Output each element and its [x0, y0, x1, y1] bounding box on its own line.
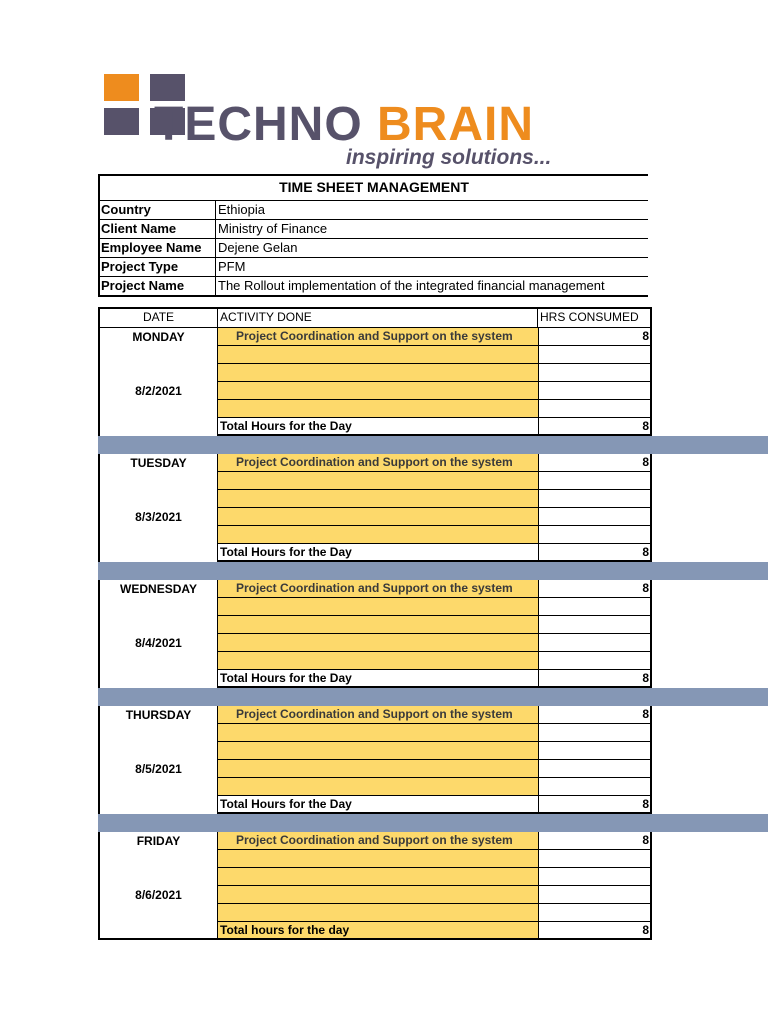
day-name: FRIDAY	[136, 834, 181, 848]
total-hours: 8	[538, 418, 650, 436]
hours-cell[interactable]	[538, 868, 650, 886]
entry-row	[218, 490, 650, 508]
hours-cell[interactable]	[538, 850, 650, 868]
day-block-wednesday	[98, 580, 652, 688]
hours-cell[interactable]: 8	[538, 832, 650, 850]
entry-row	[218, 904, 650, 922]
logo-tagline: inspiring solutions...	[346, 146, 552, 169]
activity-cell[interactable]	[218, 598, 538, 616]
logo-word-techno: TECHNO	[154, 98, 363, 151]
info-label: Country	[98, 201, 216, 219]
hours-cell[interactable]	[538, 364, 650, 382]
info-label: Project Name	[98, 277, 216, 295]
info-value: The Rollout implementation of the integrated financial management	[218, 278, 605, 293]
entry-row	[218, 382, 650, 400]
day-entries	[218, 832, 650, 940]
timesheet-table	[98, 307, 768, 940]
day-date: 8/5/2021	[135, 762, 182, 776]
hours-cell[interactable]	[538, 904, 650, 922]
timesheet-header-row	[98, 307, 652, 328]
activity-cell[interactable]: Project Coordination and Support on the system	[218, 832, 538, 850]
logo-word-brain: BRAIN	[377, 98, 535, 151]
hours-cell[interactable]: 8	[538, 706, 650, 724]
entry-row	[218, 832, 650, 850]
entry-row	[218, 652, 650, 670]
entry-row	[218, 778, 650, 796]
column-header-date: DATE	[100, 309, 218, 327]
total-row	[218, 922, 650, 940]
total-label: Total Hours for the Day	[218, 670, 538, 688]
entry-row	[218, 400, 650, 418]
hours-cell[interactable]	[538, 526, 650, 544]
activity-cell[interactable]	[218, 508, 538, 526]
day-separator	[98, 562, 768, 580]
entry-row	[218, 760, 650, 778]
entry-row	[218, 454, 650, 472]
hours-cell[interactable]: 8	[538, 580, 650, 598]
total-hours: 8	[538, 796, 650, 814]
hours-cell[interactable]: 8	[538, 454, 650, 472]
activity-cell[interactable]	[218, 382, 538, 400]
hours-cell[interactable]	[538, 634, 650, 652]
hours-cell[interactable]: 8	[538, 328, 650, 346]
total-label: Total Hours for the Day	[218, 796, 538, 814]
total-hours: 8	[538, 670, 650, 688]
hours-cell[interactable]	[538, 382, 650, 400]
hours-cell[interactable]	[538, 742, 650, 760]
hours-cell[interactable]	[538, 886, 650, 904]
day-entries	[218, 706, 650, 814]
day-entries	[218, 328, 650, 436]
activity-cell[interactable]	[218, 490, 538, 508]
info-label: Client Name	[98, 220, 216, 238]
hours-cell[interactable]	[538, 490, 650, 508]
info-row	[98, 258, 648, 277]
activity-cell[interactable]	[218, 904, 538, 922]
day-separator	[98, 436, 768, 454]
hours-cell[interactable]	[538, 346, 650, 364]
activity-cell[interactable]	[218, 634, 538, 652]
day-cell	[100, 328, 218, 436]
entry-row	[218, 526, 650, 544]
logo-square-gray	[104, 108, 139, 135]
activity-cell[interactable]	[218, 472, 538, 490]
activity-cell[interactable]	[218, 760, 538, 778]
info-row	[98, 201, 648, 220]
hours-cell[interactable]	[538, 400, 650, 418]
sheet-title: TIME SHEET MANAGEMENT	[98, 174, 648, 201]
hours-cell[interactable]	[538, 598, 650, 616]
hours-cell[interactable]	[538, 760, 650, 778]
day-cell	[100, 454, 218, 562]
entry-row	[218, 886, 650, 904]
day-cell	[100, 706, 218, 814]
entry-row	[218, 850, 650, 868]
entry-row	[218, 634, 650, 652]
entry-row	[218, 724, 650, 742]
hours-cell[interactable]	[538, 652, 650, 670]
total-row	[218, 796, 650, 814]
entry-row	[218, 598, 650, 616]
column-header-activity: ACTIVITY DONE	[218, 309, 538, 327]
activity-cell[interactable]	[218, 742, 538, 760]
info-value: PFM	[218, 259, 246, 274]
logo-square-orange	[104, 74, 139, 101]
info-value: Ethiopia	[218, 202, 265, 217]
activity-cell[interactable]	[218, 868, 538, 886]
column-header-hours: HRS CONSUMED	[540, 310, 639, 324]
day-name: WEDNESDAY	[120, 582, 197, 596]
day-date: 8/4/2021	[135, 636, 182, 650]
total-label: Total Hours for the Day	[218, 544, 538, 562]
entry-row	[218, 706, 650, 724]
info-label: Employee Name	[98, 239, 216, 257]
total-hours: 8	[538, 544, 650, 562]
day-block-monday	[98, 328, 652, 436]
activity-cell[interactable]	[218, 364, 538, 382]
info-table	[98, 174, 648, 297]
activity-cell[interactable]: Project Coordination and Support on the system	[218, 706, 538, 724]
activity-cell[interactable]	[218, 652, 538, 670]
day-cell	[100, 832, 218, 940]
info-row	[98, 239, 648, 258]
info-value: Dejene Gelan	[218, 240, 298, 255]
day-date: 8/6/2021	[135, 888, 182, 902]
day-date: 8/3/2021	[135, 510, 182, 524]
day-entries	[218, 454, 650, 562]
day-name: THURSDAY	[125, 708, 192, 722]
activity-cell[interactable]	[218, 400, 538, 418]
activity-cell[interactable]: Project Coordination and Support on the system	[218, 328, 538, 346]
hours-cell[interactable]	[538, 778, 650, 796]
entry-row	[218, 868, 650, 886]
entry-row	[218, 328, 650, 346]
activity-cell[interactable]	[218, 850, 538, 868]
activity-cell[interactable]	[218, 616, 538, 634]
activity-cell[interactable]	[218, 724, 538, 742]
activity-cell[interactable]: Project Coordination and Support on the system	[218, 580, 538, 598]
day-separator	[98, 688, 768, 706]
day-cell	[100, 580, 218, 688]
hours-cell[interactable]	[538, 616, 650, 634]
entry-row	[218, 742, 650, 760]
day-block-tuesday	[98, 454, 652, 562]
entry-row	[218, 616, 650, 634]
total-label: Total hours for the day	[218, 922, 538, 940]
day-block-thursday	[98, 706, 652, 814]
activity-cell[interactable]	[218, 886, 538, 904]
total-hours: 8	[538, 922, 650, 940]
entry-row	[218, 364, 650, 382]
info-row	[98, 220, 648, 239]
activity-cell[interactable]	[218, 778, 538, 796]
info-row	[98, 277, 648, 297]
activity-cell[interactable]	[218, 346, 538, 364]
hours-cell[interactable]	[538, 508, 650, 526]
company-logo	[104, 74, 624, 174]
day-name: MONDAY	[132, 330, 185, 344]
total-row	[218, 544, 650, 562]
day-block-friday	[98, 832, 652, 940]
entry-row	[218, 580, 650, 598]
info-label: Project Type	[98, 258, 216, 276]
day-date: 8/2/2021	[135, 384, 182, 398]
hours-cell[interactable]	[538, 472, 650, 490]
entry-row	[218, 346, 650, 364]
day-name: TUESDAY	[130, 456, 187, 470]
day-entries	[218, 580, 650, 688]
total-row	[218, 418, 650, 436]
activity-cell[interactable]: Project Coordination and Support on the system	[218, 454, 538, 472]
info-value: Ministry of Finance	[218, 221, 328, 236]
entry-row	[218, 508, 650, 526]
activity-cell[interactable]	[218, 526, 538, 544]
entry-row	[218, 472, 650, 490]
day-separator	[98, 814, 768, 832]
total-label: Total Hours for the Day	[218, 418, 538, 436]
total-row	[218, 670, 650, 688]
hours-cell[interactable]	[538, 724, 650, 742]
